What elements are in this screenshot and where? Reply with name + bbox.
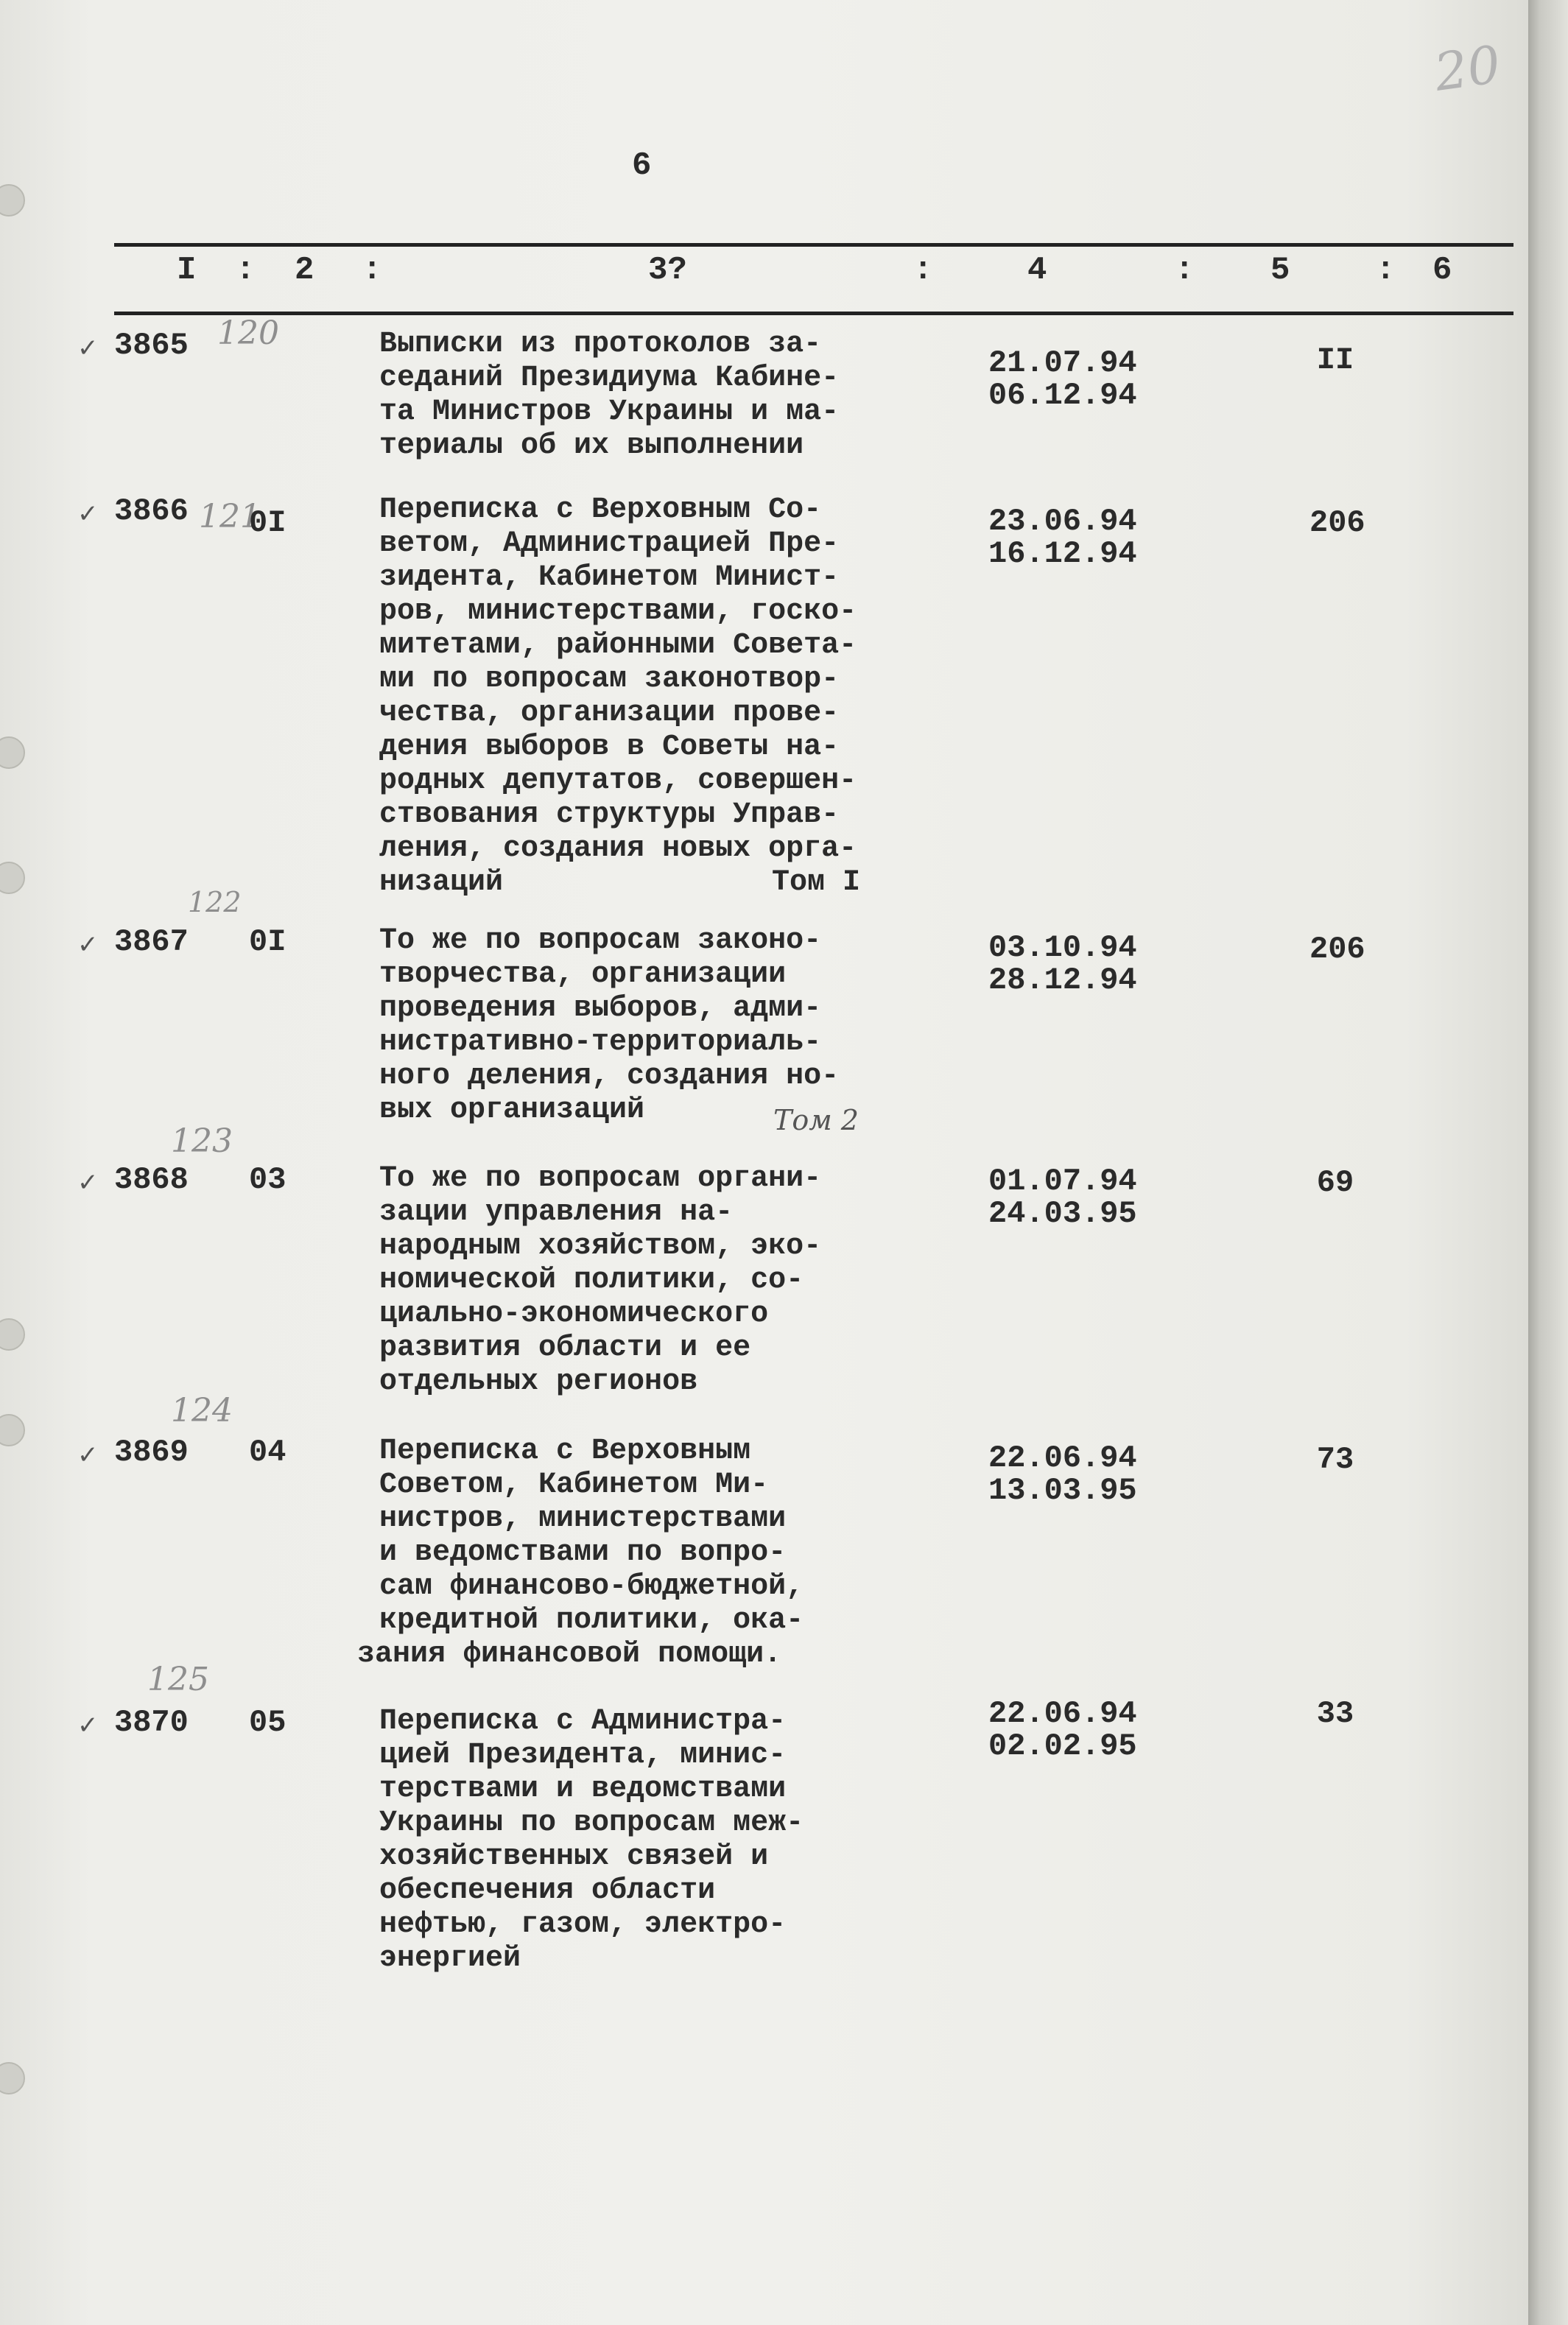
page-edge-shadow [1528, 0, 1568, 2325]
col-sep: : [913, 252, 933, 289]
header-top-rule [114, 243, 1513, 247]
date-range: 22.06.94 02.02.95 [988, 1696, 1137, 1764]
col-header-2: 2 [295, 252, 314, 289]
col-sep: : [1175, 252, 1195, 289]
binding-hole [0, 862, 25, 894]
item-description: Переписка с Администра- цией Президента, минис- терствами и ведомствами Украины по вопросам меж- хозяйственных связей и обеспечения области нефтью, газом, электро- энергией [379, 1705, 804, 1975]
col-header-6: 6 [1432, 252, 1452, 289]
sheet-count: 206 [1309, 505, 1365, 541]
sheet-count: 33 [1316, 1696, 1354, 1731]
col-sep: : [1376, 252, 1396, 289]
check-mark-icon: ✓ [77, 1441, 99, 1470]
handwritten-item-number: 123 [171, 1122, 233, 1160]
handwritten-sheet-number: 20 [1430, 34, 1505, 103]
date-range: 21.07.94 06.12.94 [988, 345, 1137, 413]
volume-label: Том I [772, 866, 861, 899]
item-number: 3868 [114, 1162, 189, 1197]
item-number: 3867 [114, 924, 189, 960]
item-code: 05 [249, 1705, 286, 1740]
check-mark-icon: ✓ [77, 499, 99, 529]
header-bottom-rule [114, 312, 1513, 315]
handwritten-item-number: 124 [171, 1392, 233, 1429]
check-mark-icon: ✓ [77, 930, 99, 960]
col-header-3: 3? [648, 252, 687, 289]
col-sep: : [236, 252, 256, 289]
col-sep: : [362, 252, 382, 289]
binding-hole [0, 1414, 25, 1446]
binding-hole [0, 184, 25, 217]
col-header-1: I [177, 252, 197, 289]
item-number: 3870 [114, 1705, 189, 1740]
check-mark-icon: ✓ [77, 1711, 99, 1740]
volume-label: Том 2 [773, 1104, 859, 1136]
binding-hole [0, 2062, 25, 2094]
handwritten-item-number: 125 [147, 1661, 209, 1698]
binding-hole [0, 736, 25, 769]
handwritten-item-number: 121 [199, 498, 261, 535]
check-mark-icon: ✓ [77, 1168, 99, 1197]
col-header-5: 5 [1270, 252, 1290, 289]
item-code: 04 [249, 1435, 286, 1470]
handwritten-item-number: 122 [188, 886, 242, 918]
item-description: Переписка с Верховным Советом, Кабинетом Ми- нистров, министерствами и ведомствами по вопро- сам финансово-бюджетной, кредитной политики, ока- зания финансовой помощи. [357, 1435, 804, 1671]
sheet-count: 73 [1316, 1442, 1354, 1477]
item-description: То же по вопросам органи- зации управления на- народным хозяйством, эко- номической политики, со- циально-экономического развития области и ее отдельных регионов [379, 1162, 822, 1399]
date-range: 23.06.94 16.12.94 [988, 504, 1137, 571]
date-range: 03.10.94 28.12.94 [988, 930, 1137, 998]
item-number: 3869 [114, 1435, 189, 1470]
item-description: Выписки из протоколов за- седаний Президиума Кабине- та Министров Украины и ма- териалы об их выполнении [379, 328, 840, 462]
handwritten-item-number: 120 [217, 314, 279, 352]
binding-hole [0, 1318, 25, 1351]
sheet-count: 206 [1309, 932, 1365, 967]
col-header-4: 4 [1027, 252, 1047, 289]
sheet-count: 69 [1316, 1165, 1354, 1200]
page-number: 6 [632, 147, 652, 184]
item-description: То же по вопросам законо- творчества, организации проведения выборов, адми- нистративно-территориаль- ного деления, создания но- вых организаций [379, 924, 840, 1127]
sheet-count: II [1316, 342, 1354, 378]
item-code: 0I [249, 505, 286, 541]
check-mark-icon: ✓ [77, 334, 99, 363]
item-code: 0I [249, 924, 286, 960]
item-number: 3865 [114, 328, 189, 363]
date-range: 01.07.94 24.03.95 [988, 1164, 1137, 1231]
item-description: Переписка с Верховным Со- ветом, Администрацией Пре- зидента, Кабинетом Минист- ров, министерствами, госко- митетами, районными Совета- ми по вопросам законотвор- чества, организации прове- дения выборов в Советы на- родных депутатов, совершен- ствования структуры Управ- ления, создания новых орга- низаций [379, 493, 857, 899]
date-range: 22.06.94 13.03.95 [988, 1441, 1137, 1508]
item-number: 3866 [114, 493, 189, 529]
item-code: 03 [249, 1162, 286, 1197]
